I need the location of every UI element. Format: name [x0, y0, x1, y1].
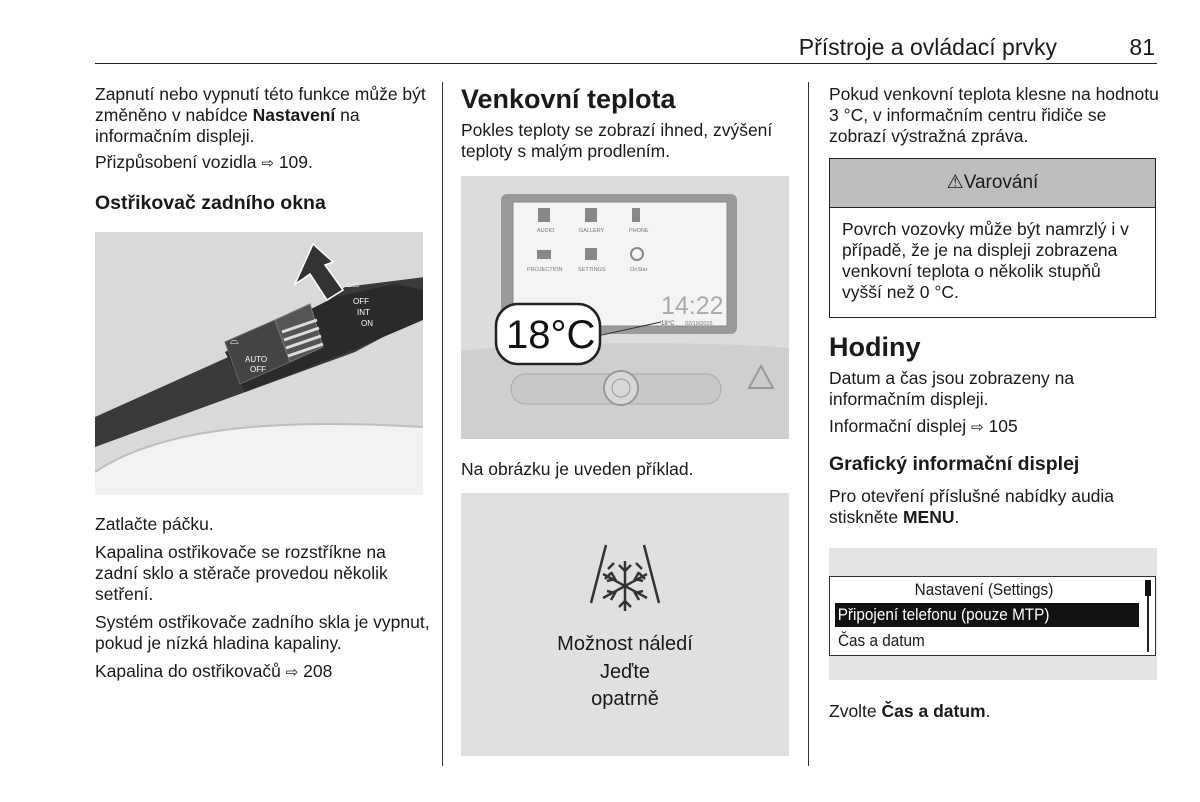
ice-warning-line1: Možnost náledí — [557, 633, 693, 655]
paragraph: Kapalina ostřikovače se rozstříkne na zadní sklo a stěrače provedou několik setření. — [95, 542, 388, 604]
paragraph: Zatlačte páčku. — [95, 514, 214, 534]
section-heading: Ostřikovač zadního okna — [95, 192, 326, 214]
infotainment-figure — [461, 176, 789, 439]
date-display: 02/10/2015 — [685, 321, 713, 327]
app-label: GALLERY — [579, 228, 605, 234]
fig-label: OFF — [250, 365, 266, 374]
bold-term: MENU — [902, 507, 955, 527]
column-divider-2 — [808, 82, 809, 766]
page-ref-icon: ⇨ — [261, 155, 274, 172]
text: . — [954, 507, 960, 527]
ice-warning-line2: Jeďte — [599, 661, 651, 683]
menu-title: Nastavení (Settings) — [914, 580, 1054, 599]
app-label: PHONE — [629, 228, 649, 234]
subsection-heading: Grafický informační displej — [829, 453, 1080, 475]
page-ref-icon: ⇨ — [971, 419, 984, 436]
column-divider-1 — [442, 82, 443, 766]
page-ref: 109. — [278, 152, 313, 172]
paragraph: Pokles teploty se zobrazí ihned, zvýšení teploty s malým prodlením. — [461, 120, 773, 161]
wiper-stalk-figure — [95, 232, 423, 495]
header-title: Přístroje a ovládací prvky — [798, 34, 1057, 60]
text: Zvolte — [829, 701, 882, 721]
temperature-small: 18°C — [661, 321, 675, 327]
ice-warning-icon — [461, 493, 789, 756]
menu-item-label: Připojení telefonu (pouze MTP) — [837, 605, 1050, 624]
app-label: AUDIO — [537, 228, 555, 234]
wiper-stalk-illustration — [95, 232, 423, 495]
text: Zapnutí nebo vypnutí této funkce může být změněno v nabídce — [95, 84, 426, 125]
menu-scrollbar-thumb[interactable] — [1145, 580, 1151, 596]
fig-label: INT — [357, 308, 370, 317]
menu-figure — [829, 548, 1157, 680]
app-label: OnStar — [630, 267, 648, 273]
app-label: SETTINGS — [578, 267, 606, 273]
paragraph: Datum a čas jsou zobrazeny na informačním displeji. — [829, 368, 1075, 409]
text: Informační displej — [829, 416, 967, 436]
paragraph: Pokud venkovní teplota klesne na hodnotu 3 °C, v informačním centru řidiče se zobrazí výstražná zpráva. — [829, 84, 1159, 146]
bold-term: Čas a datum — [881, 701, 986, 721]
menu-item-selected[interactable] — [835, 603, 1139, 627]
fig-label: AUTO — [245, 355, 268, 364]
column-1 — [95, 84, 430, 215]
text: Přizpůsobení vozidla — [95, 152, 257, 172]
warning-title: Varování — [963, 172, 1039, 193]
text: Pro otevření příslušné nabídky audia stiskněte — [829, 486, 1115, 527]
page-number: 81 — [1129, 34, 1155, 60]
paragraph — [829, 701, 1159, 722]
wiper-icon: ⌓⌓ — [345, 279, 360, 289]
warning-box — [829, 158, 1156, 318]
figure-caption: Na obrázku je uveden příklad. — [461, 459, 694, 479]
app-label: PROJECTION — [527, 267, 563, 273]
cross-reference — [95, 152, 430, 174]
bold-term: Nastavení — [252, 105, 336, 125]
infotainment-illustration — [461, 176, 789, 439]
section-heading: Hodiny — [829, 332, 921, 362]
text: . — [985, 701, 991, 721]
text: na informačním displeji. — [95, 105, 360, 146]
ice-warning-display — [461, 493, 789, 756]
page-ref: 208 — [303, 661, 333, 681]
column-3 — [829, 332, 1159, 528]
paragraph — [829, 486, 1159, 528]
cross-reference — [829, 416, 1159, 438]
menu-item[interactable] — [838, 629, 934, 653]
warning-box-header — [830, 159, 1155, 208]
menu-display — [829, 576, 1156, 656]
paragraph: Systém ostřikovače zadního skla je vypnut, pokud je nízká hladina kapaliny. — [95, 612, 430, 653]
text: Kapalina do ostřikovačů — [95, 661, 281, 681]
column-2 — [461, 84, 791, 162]
clock-display: 14:22 — [661, 292, 724, 320]
warning-triangle-icon: ⚠ — [946, 172, 964, 193]
paragraph — [95, 84, 430, 147]
fig-label: OFF — [353, 297, 369, 306]
wiper-icon: ⌓ — [230, 335, 239, 347]
header-rule — [95, 63, 1157, 64]
column-1-lower — [95, 514, 430, 683]
temperature-callout: 18°C — [506, 313, 596, 357]
ice-warning-line3: opatrně — [591, 688, 659, 710]
page-ref: 105 — [988, 416, 1018, 436]
page-ref-icon: ⇨ — [285, 664, 299, 681]
cross-reference — [95, 661, 430, 683]
menu-item-label: Čas a datum — [838, 631, 925, 650]
running-header — [95, 34, 1157, 66]
warning-text: Povrch vozovky může být namrzlý i v případě, že je na displeji zobrazena venkovní teplota o několik stupňů vyšší než 0 °C. — [842, 219, 1129, 302]
section-heading: Venkovní teplota — [461, 84, 676, 114]
fig-label: ON — [361, 319, 373, 328]
